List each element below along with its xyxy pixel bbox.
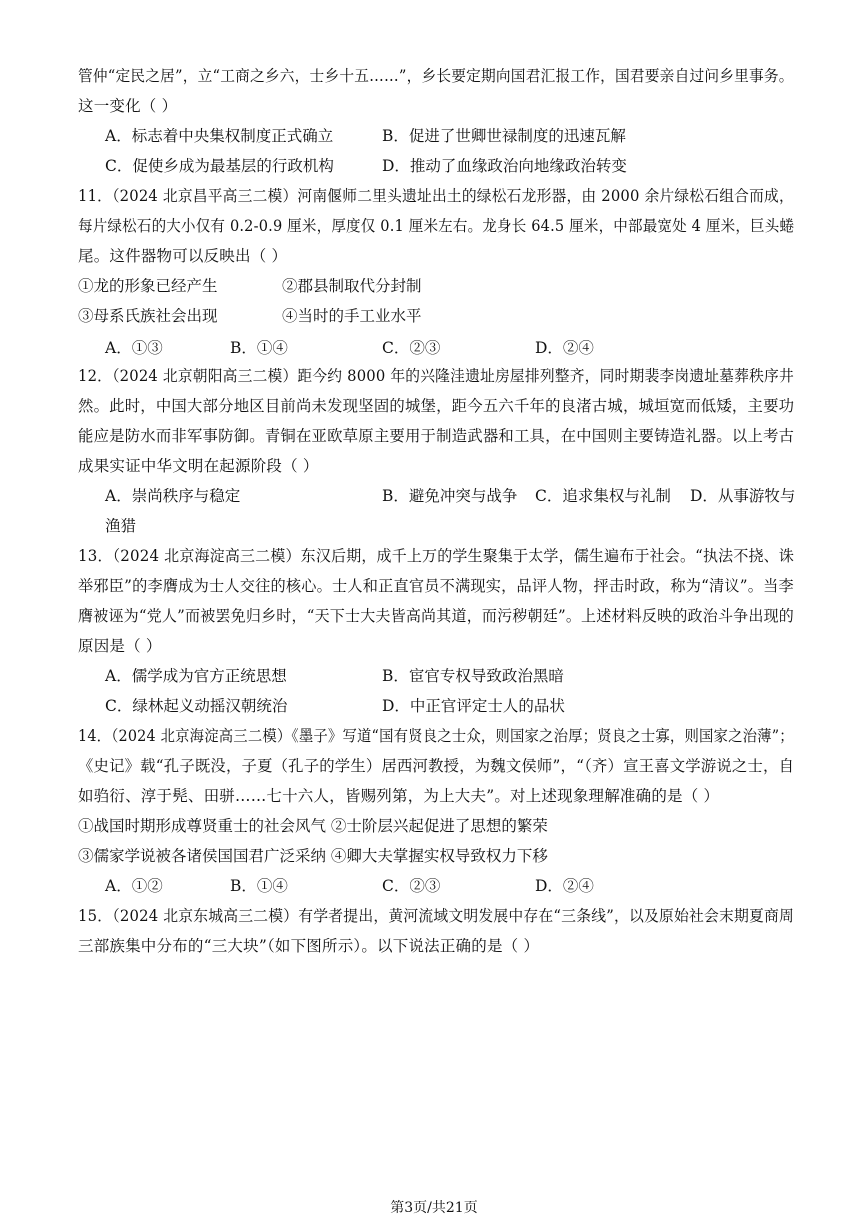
q13-stem-line-1: 13．（2024 北京海淀高三二模）东汉后期，成千上万的学生聚集于太学，儒生遍布于社会。“执法不挠、诛 xyxy=(78,547,795,565)
q13-option-c[interactable]: C．绿林起义动摇汉朝统治 xyxy=(105,697,288,715)
q14-option-d[interactable]: D．②④ xyxy=(535,877,594,895)
q10-option-d[interactable]: D．推动了血缘政治向地缘政治转变 xyxy=(382,157,627,175)
q12-option-a[interactable]: A．崇尚秩序与稳定 xyxy=(105,487,241,505)
q13-option-a[interactable]: A．儒学成为官方正统思想 xyxy=(105,667,287,685)
q11-stem-line-1: 11．（2024 北京昌平高三二模）河南偃师二里头遗址出土的绿松石龙形器，由 2000 余片绿松石组合而成， xyxy=(78,187,794,205)
q13-option-d[interactable]: D．中正官评定士人的品状 xyxy=(382,697,565,715)
q11-item-4: ④当时的手工业水平 xyxy=(282,307,422,325)
q12-stem-line-1: 12．（2024 北京朝阳高三二模）距今约 8000 年的兴隆洼遗址房屋排列整齐，同时期裴李岗遗址墓葬秩序井 xyxy=(78,367,794,385)
q14-option-b[interactable]: B．①④ xyxy=(230,877,288,895)
q11-option-d[interactable]: D．②④ xyxy=(535,339,594,357)
q12-stem-line-4: 成果实证中华文明在起源阶段（ ） xyxy=(78,457,319,475)
q12-stem-line-2: 然。此时，中国大部分地区目前尚未发现坚固的城堡，距今五六千年的良渚古城，城垣宽而低矮，主要功 xyxy=(78,397,795,415)
q14-items-row-1: ①战国时期形成尊贤重士的社会风气 ②士阶层兴起促进了思想的繁荣 xyxy=(78,817,548,835)
q10-stem-line-2: 这一变化（ ） xyxy=(78,97,178,115)
q15-stem-line-1: 15．（2024 北京东城高三二模）有学者提出，黄河流域文明发展中存在“三条线”，以及原始社会末期夏商周 xyxy=(78,907,795,925)
q10-stem-line-1: 管仲“定民之居”，立“工商之乡六，士乡十五……”，乡长要定期向国君汇报工作，国君要亲自过问乡里事务。 xyxy=(78,67,794,85)
q14-stem-line-3: 如驺衍、淳于髡、田骈……七十六人，皆赐列第，为上大夫”。对上述现象理解准确的是（ ） xyxy=(78,787,720,805)
q11-item-3: ③母系氏族社会出现 xyxy=(78,307,218,325)
q12-option-c[interactable]: C．追求集权与礼制 xyxy=(535,487,671,505)
q13-stem-line-3: 膺被诬为“党人”而被罢免归乡时，“天下士大夫皆高尚其道，而污秽朝廷”。上述材料反映的政治斗争出现的 xyxy=(78,607,795,625)
q12-option-b[interactable]: B．避免冲突与战争 xyxy=(382,487,518,505)
q14-option-a[interactable]: A．①② xyxy=(105,877,163,895)
q12-option-d[interactable]: D．从事游牧与 xyxy=(690,487,796,505)
q11-item-2: ②郡县制取代分封制 xyxy=(282,277,422,295)
q11-stem-line-3: 尾。这件器物可以反映出（ ） xyxy=(78,247,288,265)
q14-stem-line-2: 《史记》载“孔子既没，子夏（孔子的学生）居西河教授，为魏文侯师”，“（齐）宣王喜文学游说之士，自 xyxy=(78,757,795,775)
q13-stem-line-2: 举邪臣”的李膺成为士人交往的核心。士人和正直官员不满现实，品评人物，抨击时政，称为“清议”。当李 xyxy=(78,577,794,595)
q10-option-c[interactable]: C．促使乡成为最基层的行政机构 xyxy=(105,157,334,175)
page-number: 第3页/共21页 xyxy=(390,1200,478,1216)
q13-stem-line-4: 原因是（ ） xyxy=(78,637,162,655)
q14-items-row-2: ③儒家学说被各诸侯国国君广泛采纳 ④卿大夫掌握实权导致权力下移 xyxy=(78,847,548,865)
q10-option-a[interactable]: A．标志着中央集权制度正式确立 xyxy=(105,127,334,145)
q11-stem-line-2: 每片绿松石的大小仅有 0.2-0.9 厘米，厚度仅 0.1 厘米左右。龙身长 64.5 厘米，中部最宽处 4 厘米，巨头蜷 xyxy=(78,217,795,235)
q14-option-c[interactable]: C．②③ xyxy=(382,877,441,895)
q10-option-b[interactable]: B．促进了世卿世禄制度的迅速瓦解 xyxy=(382,127,626,145)
q14-stem-line-1: 14．（2024 北京海淀高三二模）《墨子》写道“国有贤良之士众，则国家之治厚；贤良之士寡，则国家之治薄”； xyxy=(78,727,794,745)
q11-item-1: ①龙的形象已经产生 xyxy=(78,277,218,295)
q15-stem-line-2: 三部族集中分布的“三大块”（如下图所示）。以下说法正确的是（ ） xyxy=(78,937,540,955)
q12-option-d-continued[interactable]: 渔猎 xyxy=(105,517,137,535)
q11-option-a[interactable]: A．①③ xyxy=(105,339,163,357)
q13-option-b[interactable]: B．宦官专权导致政治黑暗 xyxy=(382,667,564,685)
q11-option-b[interactable]: B．①④ xyxy=(230,339,288,357)
q12-stem-line-3: 能应是防水而非军事防御。青铜在亚欧草原主要用于制造武器和工具，在中国则主要铸造礼器。以上考古 xyxy=(78,427,795,445)
q11-option-c[interactable]: C．②③ xyxy=(382,339,441,357)
